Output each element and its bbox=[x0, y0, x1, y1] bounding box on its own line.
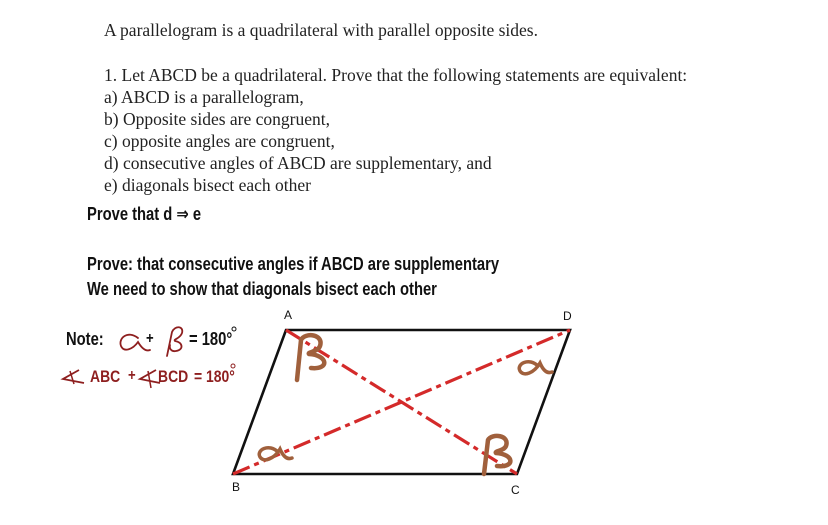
vertex-c-label: C bbox=[511, 483, 520, 497]
note-sum: = 180° bbox=[189, 329, 233, 349]
need-line: We need to show that diagonals bisect each other bbox=[87, 279, 437, 299]
alpha-mark-d bbox=[519, 362, 552, 374]
intro-text: A parallelogram is a quadrilateral with parallel opposite sides. bbox=[104, 20, 538, 40]
note-label: Note: bbox=[66, 329, 104, 349]
item-a: a) ABCD is a parallelogram, bbox=[104, 87, 304, 107]
prove-line: Prove: that consecutive angles if ABCD are supplementary bbox=[87, 254, 500, 274]
angle-bcd-label: BCD bbox=[158, 367, 189, 386]
angle-plus: + bbox=[128, 367, 136, 384]
prove-that-text: Prove that d ⇒ e bbox=[87, 204, 202, 224]
vertex-b-label: B bbox=[232, 480, 241, 494]
diagonal-ac bbox=[286, 330, 517, 474]
note-beta-symbol bbox=[167, 327, 182, 356]
vertex-a-label: A bbox=[284, 308, 293, 322]
note-plus: + bbox=[146, 330, 154, 347]
item-e: e) diagonals bisect each other bbox=[104, 175, 311, 195]
vertex-d-label: D bbox=[563, 309, 572, 323]
beta-mark-a bbox=[297, 335, 324, 380]
beta-mark-c bbox=[484, 436, 510, 474]
item-b: b) Opposite sides are congruent, bbox=[104, 109, 330, 129]
angle-sum: = 180° bbox=[194, 367, 235, 386]
degree-mark-1 bbox=[232, 327, 236, 331]
item-d: d) consecutive angles of ABCD are supplementary, and bbox=[104, 153, 492, 173]
note-alpha-symbol bbox=[120, 335, 150, 351]
degree-mark-2 bbox=[231, 364, 235, 368]
item-c: c) opposite angles are congruent, bbox=[104, 131, 335, 151]
problem-statement: 1. Let ABCD be a quadrilateral. Prove that the following statements are equivalent: bbox=[104, 65, 688, 85]
angle-abc-label: ABC bbox=[90, 367, 121, 386]
